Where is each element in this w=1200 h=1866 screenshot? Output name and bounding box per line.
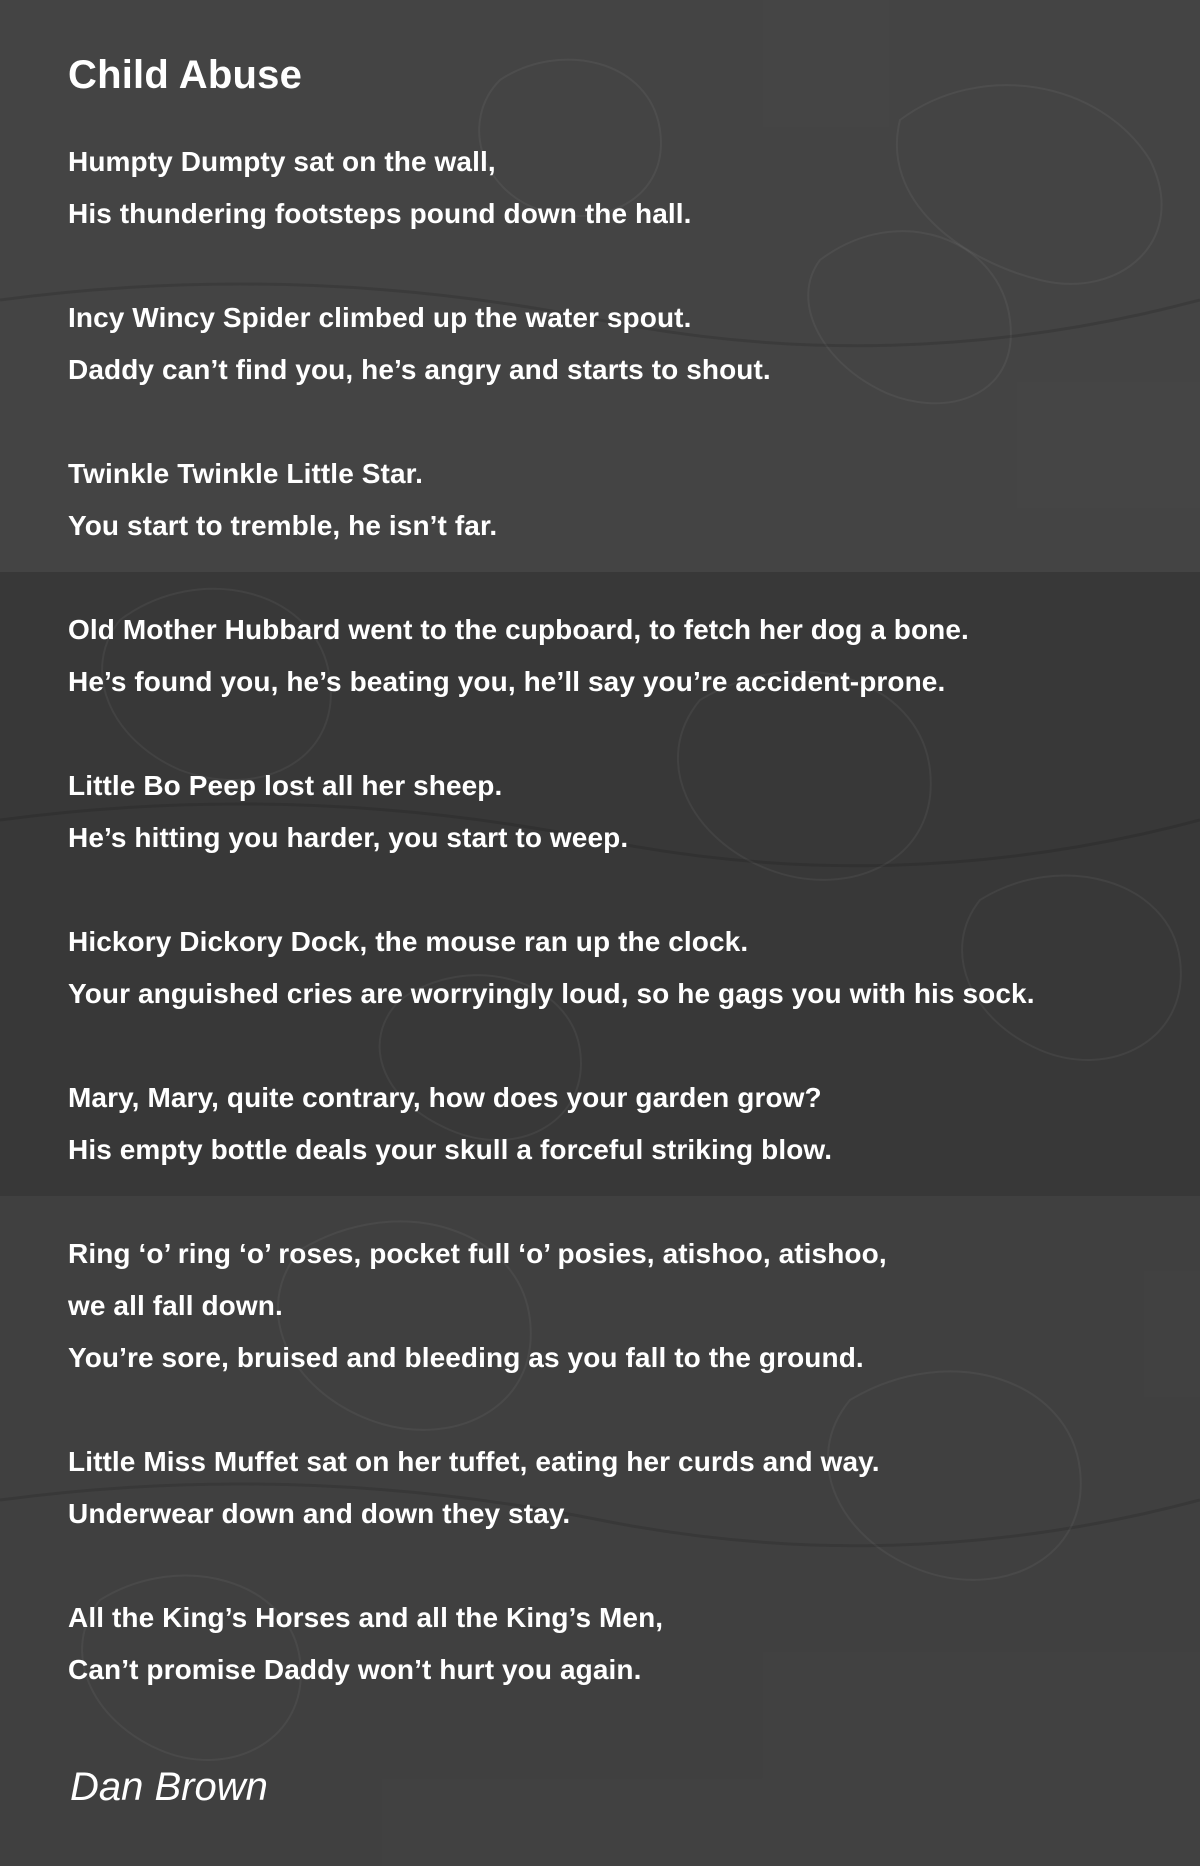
stanza [68,1436,1188,1540]
poem-line: Can’t promise Daddy won’t hurt you again. [68,1654,642,1685]
poem-title: Child Abuse [68,53,303,97]
poem-line: You start to tremble, he isn’t far. [68,510,498,541]
poem-line: All the King’s Horses and all the King’s Men, [68,1602,664,1633]
stanza [68,760,1188,864]
stanza [68,1228,1188,1384]
stanza [68,448,1188,552]
stanza [68,1072,1188,1176]
poem-author: Dan Brown [70,1765,268,1809]
poem-line: Incy Wincy Spider climbed up the water spout. [68,302,692,333]
poem-line: Daddy can’t find you, he’s angry and starts to shout. [68,354,771,385]
poem-line: Old Mother Hubbard went to the cupboard, to fetch her dog a bone. [68,614,969,645]
poem-line: Underwear down and down they stay. [68,1498,571,1529]
stanza [68,1592,1188,1696]
stanza [68,916,1188,1020]
poem-line: Ring ‘o’ ring ‘o’ roses, pocket full ‘o’ posies, atishoo, atishoo, [68,1238,887,1269]
poem-line: He’s hitting you harder, you start to weep. [68,822,629,853]
poem-line: You’re sore, bruised and bleeding as you fall to the ground. [68,1342,864,1373]
poem-line: Mary, Mary, quite contrary, how does your garden grow? [68,1082,822,1113]
poem-line: Humpty Dumpty sat on the wall, [68,146,496,177]
poem-line: Your anguished cries are worryingly loud, so he gags you with his sock. [68,978,1035,1009]
poem-line: He’s found you, he’s beating you, he’ll say you’re accident-prone. [68,666,946,697]
poem-line: Twinkle Twinkle Little Star. [68,458,423,489]
poem-line: Hickory Dickory Dock, the mouse ran up the clock. [68,926,749,957]
stanza [68,604,1188,708]
poem-line: Little Bo Peep lost all her sheep. [68,770,503,801]
poem-container [68,50,1188,1748]
stanza [68,292,1188,396]
poem-line: we all fall down. [68,1290,283,1321]
poem-line: His thundering footsteps pound down the hall. [68,198,692,229]
stanza [68,136,1188,240]
poem-line: His empty bottle deals your skull a forceful striking blow. [68,1134,833,1165]
poem-line: Little Miss Muffet sat on her tuffet, eating her curds and way. [68,1446,880,1477]
